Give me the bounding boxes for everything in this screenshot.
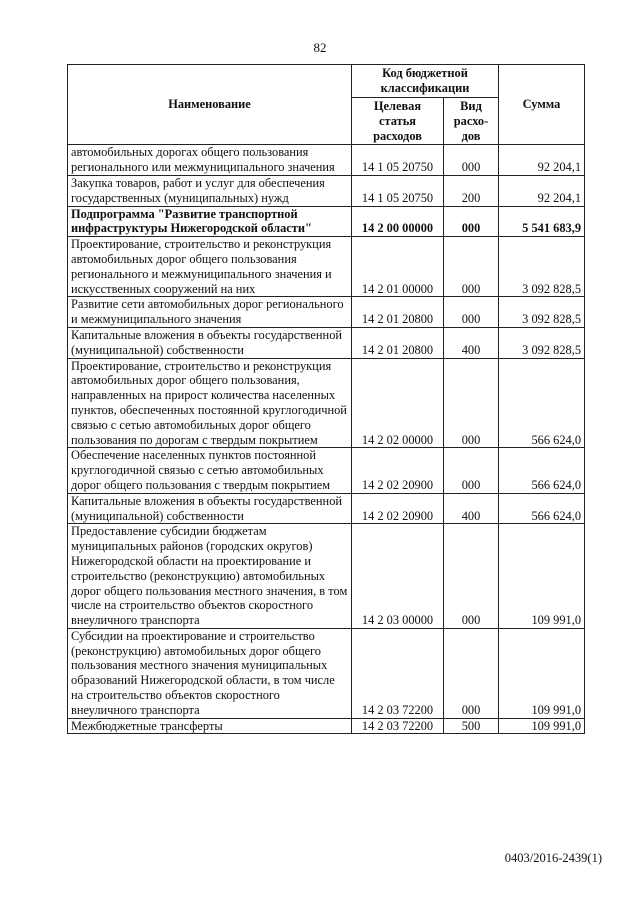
row-name: автомобильных дорогах общего пользования регионального или межмуниципального значения: [68, 145, 352, 176]
row-target-article: 14 2 02 20900: [352, 448, 444, 493]
row-name: Обеспечение населенных пунктов постоянной круглогодичной связью с сетью автомобильных дорог общего пользования с твердым покрытием: [68, 448, 352, 493]
row-expense-type: 000: [444, 448, 499, 493]
row-name: Капитальные вложения в объекты государственной (муниципальной) собственности: [68, 327, 352, 358]
table-row: [68, 237, 585, 297]
row-target-article: 14 2 02 20900: [352, 493, 444, 524]
row-amount: 5 541 683,9: [499, 206, 585, 237]
row-target-article: 14 2 02 00000: [352, 358, 444, 448]
header-expense-type: Вид расхо-дов: [444, 98, 499, 145]
table-row: [68, 493, 585, 524]
row-expense-type: 400: [444, 327, 499, 358]
table-row: [68, 297, 585, 328]
header-budget-code: Код бюджетной классификации: [352, 65, 499, 98]
row-expense-type: 200: [444, 175, 499, 206]
row-target-article: 14 2 03 72200: [352, 718, 444, 734]
row-expense-type: 000: [444, 206, 499, 237]
row-amount: 92 204,1: [499, 175, 585, 206]
row-amount: 3 092 828,5: [499, 297, 585, 328]
row-expense-type: 000: [444, 145, 499, 176]
row-name: Предоставление субсидии бюджетам муниципальных районов (городских округов) Нижегородской области на проектирование и строительство (реконструкцию) автомобильных дорог общего пользования местного значения, в том числе на строительство объектов скоростного внеуличного транспорта: [68, 524, 352, 629]
table-row: [68, 628, 585, 718]
row-amount: 3 092 828,5: [499, 237, 585, 297]
row-expense-type: 000: [444, 524, 499, 629]
row-name: Проектирование, строительство и реконструкция автомобильных дорог общего пользования, направленных на прирост количества населенных пунктов, обеспеченных постоянной круглогодичной связью с сетью автомобильных дорог общего пользования по дорогам с твердым покрытием: [68, 358, 352, 448]
table-row: [68, 327, 585, 358]
header-name: Наименование: [68, 65, 352, 145]
row-expense-type: 000: [444, 297, 499, 328]
row-expense-type: 500: [444, 718, 499, 734]
document-code: 0403/2016-2439(1): [504, 851, 602, 865]
row-name: Субсидии на проектирование и строительство (реконструкцию) автомобильных дорог общего пользования местного значения муниципальных образований Нижегородской области, в том числе на строительство объектов скоростного внеуличного транспорта: [68, 628, 352, 718]
row-name: Закупка товаров, работ и услуг для обеспечения государственных (муниципальных) нужд: [68, 175, 352, 206]
row-amount: 3 092 828,5: [499, 327, 585, 358]
row-target-article: 14 1 05 20750: [352, 175, 444, 206]
row-target-article: 14 2 01 20800: [352, 327, 444, 358]
table-row: [68, 145, 585, 176]
row-amount: 109 991,0: [499, 524, 585, 629]
row-name: Развитие сети автомобильных дорог регионального и межмуниципального значения: [68, 297, 352, 328]
budget-table: [67, 64, 585, 734]
row-name: Проектирование, строительство и реконструкция автомобильных дорог общего пользования регионального и межмуниципального значения и искусственных сооружений на них: [68, 237, 352, 297]
row-expense-type: 000: [444, 358, 499, 448]
table-row: [68, 358, 585, 448]
header-amount: Сумма: [499, 65, 585, 145]
table-row: [68, 448, 585, 493]
row-amount: 92 204,1: [499, 145, 585, 176]
row-target-article: 14 2 01 00000: [352, 237, 444, 297]
row-amount: 109 991,0: [499, 628, 585, 718]
row-target-article: 14 2 01 20800: [352, 297, 444, 328]
row-target-article: 14 2 03 00000: [352, 524, 444, 629]
table-row: [68, 524, 585, 629]
row-target-article: 14 2 03 72200: [352, 628, 444, 718]
table-row: [68, 718, 585, 734]
table-row: [68, 175, 585, 206]
row-amount: 566 624,0: [499, 448, 585, 493]
table-row: [68, 206, 585, 237]
row-target-article: 14 2 00 00000: [352, 206, 444, 237]
row-target-article: 14 1 05 20750: [352, 145, 444, 176]
header-target-article: Целевая статья расходов: [352, 98, 444, 145]
page-number: 82: [313, 40, 327, 55]
row-amount: 566 624,0: [499, 358, 585, 448]
row-amount: 566 624,0: [499, 493, 585, 524]
row-expense-type: 400: [444, 493, 499, 524]
row-expense-type: 000: [444, 628, 499, 718]
row-expense-type: 000: [444, 237, 499, 297]
row-amount: 109 991,0: [499, 718, 585, 734]
row-name: Капитальные вложения в объекты государственной (муниципальной) собственности: [68, 493, 352, 524]
row-name: Межбюджетные трансферты: [68, 718, 352, 734]
row-name: Подпрограмма "Развитие транспортной инфраструктуры Нижегородской области": [68, 206, 352, 237]
